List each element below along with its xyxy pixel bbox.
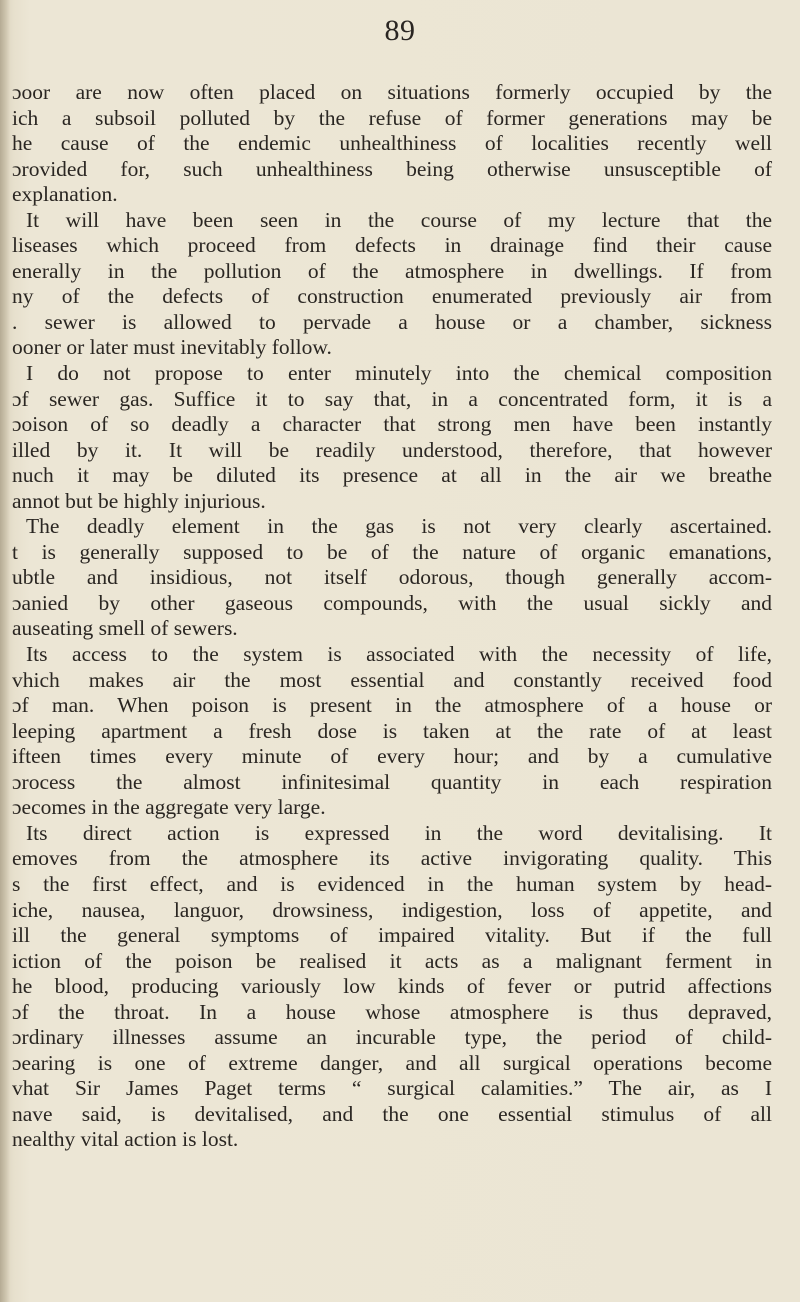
text-line: iche, nausea, languor, drowsiness, indigestion, loss of appetite, and (12, 897, 772, 922)
text-line: he blood, producing variously low kinds of fever or putrid affections (12, 974, 772, 999)
text-line: ɔecomes in the aggregate very large. (12, 795, 326, 820)
text-line: he cause of the endemic unhealthiness of localities recently well (12, 131, 772, 156)
text-line: ɔrovided for, such unhealthiness being otherwise unsusceptible of (12, 156, 772, 181)
text-line: The deadly element in the gas is not very clearly ascertained. (26, 514, 772, 539)
text-line: auseating smell of sewers. (12, 616, 238, 641)
text-line: ich a subsoil polluted by the refuse of former generations may be (12, 105, 772, 130)
text-line: emoves from the atmosphere its active invigorating quality. This (12, 846, 772, 871)
text-line: leeping apartment a fresh dose is taken at the rate of at least (12, 718, 772, 743)
body-text (12, 80, 772, 1153)
text-line: ɔf the throat. In a house whose atmosphere is thus depraved, (12, 999, 772, 1024)
text-line: ɔf man. When poison is present in the atmosphere of a house or (12, 693, 772, 718)
page-number: 89 (384, 14, 416, 47)
page-binding-edge (0, 0, 10, 1302)
text-line: ooner or later must inevitably follow. (12, 335, 332, 360)
text-line: liseases which proceed from defects in drainage find their cause (12, 233, 772, 258)
text-line: ɔf sewer gas. Suffice it to say that, in a concentrated form, it is a (12, 386, 772, 411)
text-line: . sewer is allowed to pervade a house or a chamber, sickness (12, 309, 772, 334)
text-line: nave said, is devitalised, and the one essential stimulus of all (12, 1101, 772, 1126)
text-line: vhich makes air the most essential and constantly received food (12, 667, 772, 692)
text-line: It will have been seen in the course of my lecture that the (26, 207, 772, 232)
text-line: t is generally supposed to be of the nature of organic emanations, (12, 539, 772, 564)
text-line: explanation. (12, 182, 118, 207)
text-line: iction of the poison be realised it acts as a malignant ferment in (12, 948, 772, 973)
text-line: illed by it. It will be readily understood, therefore, that however (12, 437, 772, 462)
text-line: ubtle and insidious, not itself odorous, though generally accom- (12, 565, 772, 590)
text-line: I do not propose to enter minutely into the chemical composition (26, 361, 772, 386)
text-line: Its direct action is expressed in the word devitalising. It (26, 820, 772, 845)
text-line: ɔanied by other gaseous compounds, with the usual sickly and (12, 590, 772, 615)
text-line: annot but be highly injurious. (12, 488, 266, 513)
text-line: enerally in the pollution of the atmosphere in dwellings. If from (12, 258, 772, 283)
text-line: ɔoor are now often placed on situations formerly occupied by the (12, 80, 772, 104)
text-line: ifteen times every minute of every hour; and by a cumulative (12, 744, 772, 769)
text-line: nuch it may be diluted its presence at all in the air we breathe (12, 463, 772, 488)
text-line: s the first effect, and is evidenced in the human system by head- (12, 871, 772, 896)
text-line: ny of the defects of construction enumerated previously air from (12, 284, 772, 309)
text-line: vhat Sir James Paget terms “ surgical calamities.” The air, as I (12, 1076, 772, 1101)
text-line: Its access to the system is associated with the necessity of life, (26, 642, 772, 667)
text-line: ɔrdinary illnesses assume an incurable type, the period of child- (12, 1025, 772, 1050)
text-line: nealthy vital action is lost. (12, 1127, 239, 1152)
text-line: ill the general symptoms of impaired vitality. But if the full (12, 923, 772, 948)
text-line: ɔrocess the almost infinitesimal quantity in each respiration (12, 769, 772, 794)
text-line: ɔearing is one of extreme danger, and all surgical operations become (12, 1050, 772, 1075)
text-line: ɔoison of so deadly a character that strong men have been instantly (12, 412, 772, 437)
